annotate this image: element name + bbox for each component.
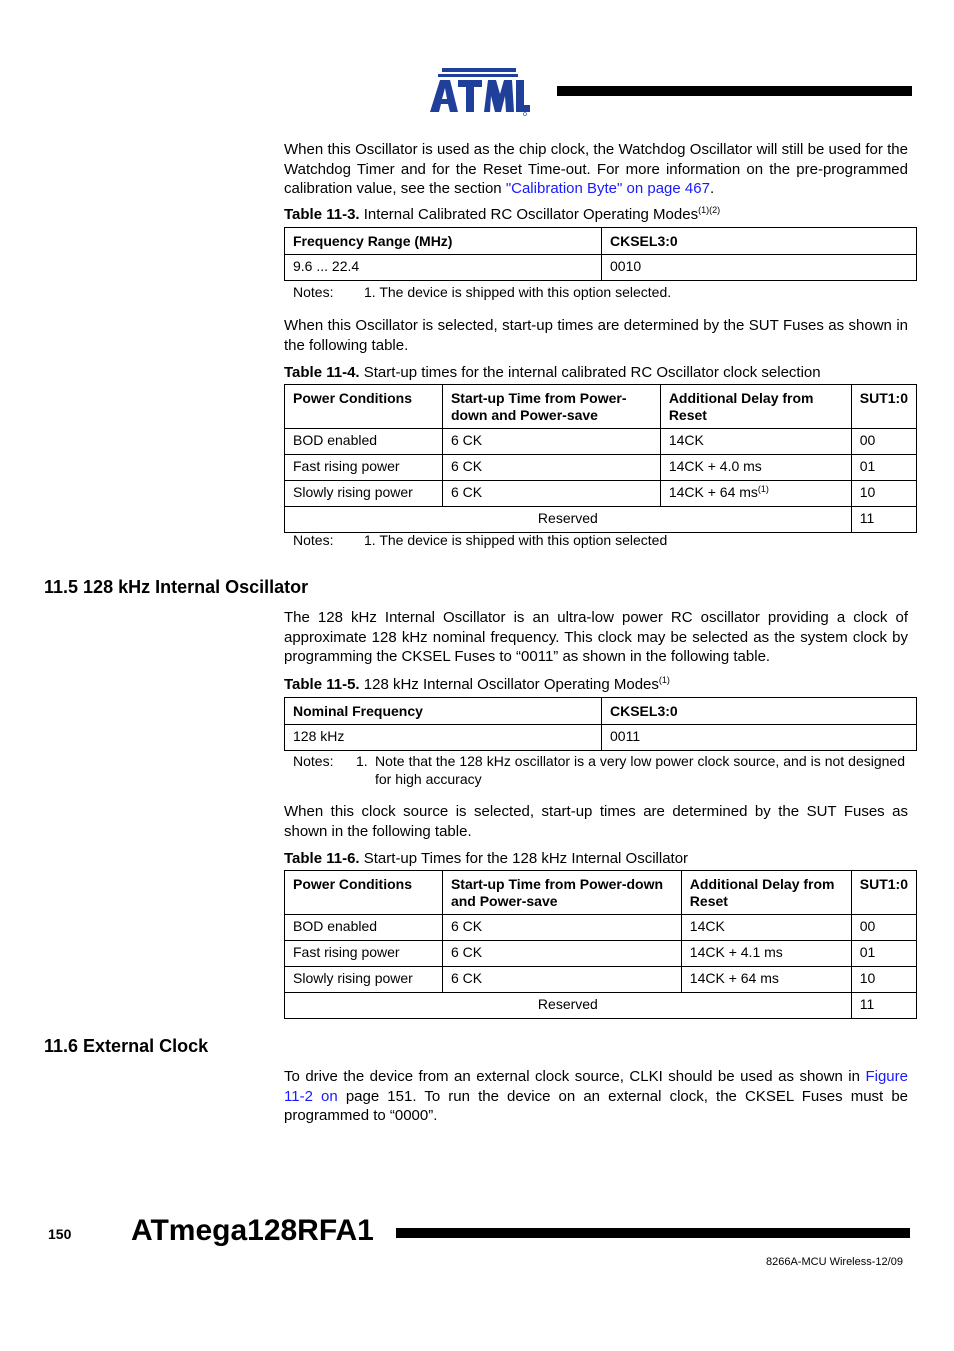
section-11-6-heading: 11.6 External Clock	[44, 1036, 209, 1056]
table-row	[285, 993, 917, 1019]
table-header-cell: CKSEL3:0	[602, 228, 917, 255]
table-cell: 6 CK	[442, 915, 681, 941]
table-cell: Fast rising power	[285, 941, 443, 967]
table-cell: 11	[851, 993, 916, 1019]
table-cell: 14CK + 64 $ms^{(1)}$	[660, 481, 851, 507]
calibration-byte-link[interactable]: "Calibration Byte" on page 467	[505, 180, 710, 197]
table-row	[285, 725, 917, 751]
page-number: 150	[48, 1226, 72, 1242]
table-11-5-caption: Table 11-5. 128 kHz Internal Oscillator Operating Modes$^{(1)}$	[284, 675, 670, 693]
footer-rule	[396, 1228, 910, 1238]
table-header-cell: SUT1:0	[851, 385, 916, 429]
table-header-cell: SUT1:0	[851, 871, 916, 915]
table-header-cell: Power Conditions	[285, 871, 443, 915]
table-header-cell: Additional Delay from Reset	[660, 385, 851, 429]
table-cell: 10	[851, 481, 916, 507]
table-header-cell: Start-up Time from Power-down and Power-save	[442, 871, 681, 915]
header-rule	[557, 86, 912, 96]
table-11-4-caption: Table 11-4. Start-up times for the internal calibrated RC Oscillator clock selection	[284, 364, 821, 381]
table-cell: 6 CK	[442, 941, 681, 967]
table-row	[285, 941, 917, 967]
table-row	[285, 255, 917, 281]
document-id: 8266A-MCU Wireless-12/09	[766, 1256, 903, 1268]
table-11-6-caption: Table 11-6. Start-up Times for the 128 kHz Internal Oscillator	[284, 850, 689, 867]
table-cell: 01	[851, 455, 916, 481]
table-cell: 9.6 ... 22.4	[285, 255, 602, 281]
section-11-5-heading: 11.5 128 kHz Internal Oscillator	[44, 577, 309, 597]
table-cell: 11	[851, 507, 916, 533]
table-cell: 128 kHz	[285, 725, 602, 751]
table-11-4	[284, 384, 917, 533]
table-11-5	[284, 697, 917, 751]
table-header-cell: Start-up Time from Power-down and Power-save	[442, 385, 660, 429]
table-11-6	[284, 870, 917, 1019]
table-cell: 6 CK	[442, 481, 660, 507]
table-row	[285, 429, 917, 455]
table-cell: Reserved	[285, 993, 852, 1019]
table-11-4-notes: Notes: 1. The device is shipped with this option selected	[293, 532, 668, 548]
table-row	[285, 915, 917, 941]
table-cell: Slowly rising power	[285, 481, 443, 507]
startup-paragraph: When this Oscillator is selected, start-up times are determined by the SUT Fuses as shown in the following table.	[284, 317, 908, 354]
table-cell: 00	[851, 429, 916, 455]
table-row	[285, 481, 917, 507]
table-cell: 6 CK	[442, 455, 660, 481]
table-row	[285, 507, 917, 533]
table-header-cell: Nominal Frequency	[285, 698, 602, 725]
table-header-cell: Power Conditions	[285, 385, 443, 429]
document-title: ATmega128RFA1	[131, 1214, 374, 1247]
table-cell: 6 CK	[442, 429, 660, 455]
table-11-3-notes: Notes: 1. The device is shipped with this option selected.	[293, 284, 672, 300]
section-11-5-paragraph: The 128 kHz Internal Oscillator is an ultra-low power RC oscillator providing a clock of approximate 128 kHz nominal frequency. This clock may be selected as the system clock by programming the CKSEL Fuses to “0011” as shown in the following table.	[284, 609, 908, 665]
figure-11-2-link[interactable]: Figure 11-2 on	[284, 1068, 908, 1105]
table-cell: 0010	[602, 255, 917, 281]
table-cell: 10	[851, 967, 916, 993]
table-cell: 01	[851, 941, 916, 967]
table-11-5-notes: Notes: 1. Note that the 128 kHz oscillator is a very low power clock source, and is not designed for high accuracy	[293, 753, 905, 787]
table-cell: 14CK + 64 ms	[681, 967, 851, 993]
table-cell: 6 CK	[442, 967, 681, 993]
table-cell: Fast rising power	[285, 455, 443, 481]
table-11-3-caption: Table 11-3. Internal Calibrated RC Oscillator Operating Modes$^{(1)(2)}$	[284, 205, 721, 223]
table-cell: BOD enabled	[285, 915, 443, 941]
table-11-3	[284, 227, 917, 281]
atmel-logo	[428, 68, 530, 116]
table-cell: 14CK	[681, 915, 851, 941]
section-11-6-paragraph: To drive the device from an external clock source, CLKI should be used as shown in Figure 11-2 on page 151. To run the device on an external clock, the CKSEL Fuses must be programmed to “0000”.	[284, 1068, 909, 1124]
table-cell: 0011	[602, 725, 917, 751]
sut-paragraph: When this clock source is selected, start-up times are determined by the SUT Fuses as shown in the following table.	[284, 803, 908, 840]
table-row	[285, 967, 917, 993]
table-cell: 00	[851, 915, 916, 941]
table-cell: 14CK + 4.0 ms	[660, 455, 851, 481]
table-cell: Reserved	[285, 507, 852, 533]
table-cell: Slowly rising power	[285, 967, 443, 993]
table-cell: BOD enabled	[285, 429, 443, 455]
table-header-cell: CKSEL3:0	[602, 698, 917, 725]
table-header-cell: Additional Delay from Reset	[681, 871, 851, 915]
table-row	[285, 455, 917, 481]
intro-paragraph: When this Oscillator is used as the chip clock, the Watchdog Oscillator will still be used for the Watchdog Timer and for the Reset Time-out. For more information on the pre-programmed calibration value, see the section "Calibration Byte" on page 467.	[284, 141, 908, 197]
table-header-cell: Frequency Range (MHz)	[285, 228, 602, 255]
table-cell: 14CK	[660, 429, 851, 455]
table-cell: 14CK + 4.1 ms	[681, 941, 851, 967]
